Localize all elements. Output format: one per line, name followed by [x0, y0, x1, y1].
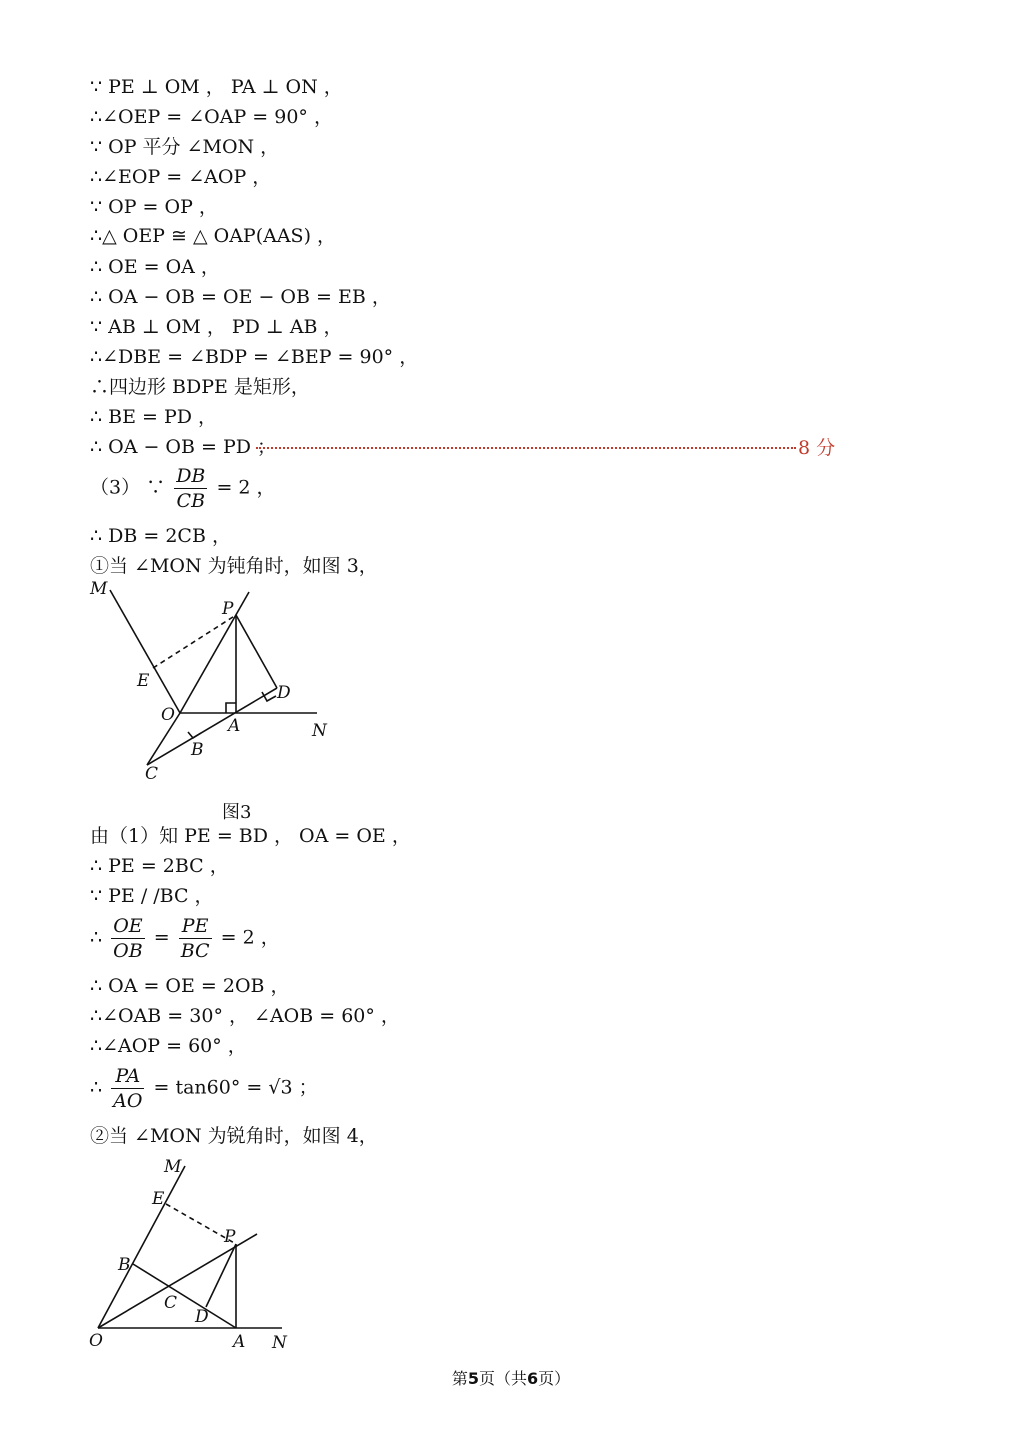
right-angle-b: [188, 732, 201, 738]
label-m: M: [164, 1157, 182, 1177]
ray-op: [180, 592, 249, 713]
label-p: P: [222, 599, 234, 619]
fraction-numerator: OE: [111, 914, 145, 939]
segment-pd: [206, 1244, 236, 1307]
after3-line-7: ∴∠AOP = 60° ，: [90, 1035, 247, 1057]
segment-pe-dashed: [153, 615, 236, 668]
segment-pd: [236, 615, 277, 688]
after3-line-6: ∴∠OAB = 30° ， ∠AOB = 60° ，: [90, 1005, 400, 1027]
part3-condition: [90, 464, 276, 513]
proof-line-7: ∴ OE = OA ，: [90, 256, 220, 278]
case1-heading: ①当 ∠MON 为钝角时，如图 3，: [90, 555, 378, 577]
proof-line-5: ∵ OP = OP ，: [90, 196, 218, 218]
proof-line-4: ∴∠EOP = ∠AOP ，: [90, 166, 272, 188]
proof-line-8: ∴ OA − OB = OE − OB = EB ，: [90, 286, 391, 308]
label-b: B: [191, 740, 204, 760]
proof-line-13: ∴ OA − OB = PD ；: [90, 436, 277, 458]
fraction-numerator: PE: [179, 914, 212, 939]
proof-line-10: ∴∠DBE = ∠BDP = ∠BEP = 90° ，: [90, 346, 419, 368]
proof-line-6: ∴△ OEP ≅ △ OAP(AAS) ，: [90, 225, 337, 247]
fraction-pa-ao: [111, 1064, 144, 1113]
after3-line-3: ∵ PE / /BC ，: [90, 885, 214, 907]
figure-3-caption: 图3: [222, 802, 252, 823]
ray-op: [98, 1234, 257, 1328]
case2-heading: ②当 ∠MON 为锐角时，如图 4，: [90, 1125, 378, 1147]
fraction-db-cb: [174, 464, 207, 513]
after3-line-2: ∴ PE = 2BC ，: [90, 855, 229, 877]
score-mark: 8 分: [798, 437, 836, 459]
proof-line-1: ∵ PE ⊥ OM ， PA ⊥ ON ，: [90, 76, 343, 98]
part3-prefix: （3） ∵: [90, 476, 166, 499]
fraction-denominator: AO: [113, 1090, 143, 1112]
part3-line-2: ∴ DB = 2CB ，: [90, 525, 231, 547]
equals-sign: =: [153, 926, 170, 949]
fraction-numerator: DB: [176, 465, 206, 487]
after3-line-4-suffix: = 2 ，: [220, 926, 280, 949]
segment-cd: [147, 688, 277, 765]
footer-total-pages: 6: [527, 1369, 539, 1388]
fraction-denominator: CB: [176, 490, 206, 512]
proof-line-12: ∴ BE = PD ，: [90, 406, 218, 428]
fraction-pe-bc: [179, 914, 212, 963]
label-o: O: [89, 1331, 103, 1351]
score-dotted-leader: [256, 447, 796, 449]
fraction-denominator: OB: [113, 940, 143, 962]
fraction-oe-ob: [111, 914, 145, 963]
label-n: N: [272, 1333, 287, 1352]
label-c: C: [164, 1293, 178, 1313]
footer-page-number: 5: [467, 1369, 479, 1388]
ray-om: [110, 590, 180, 713]
footer-mid: 页（共: [478, 1369, 527, 1388]
after3-line-4-prefix: ∴: [90, 926, 103, 949]
label-e: E: [137, 671, 150, 691]
label-e: E: [152, 1189, 165, 1209]
footer-pre: 第: [451, 1369, 468, 1388]
segment-ba: [133, 1264, 236, 1328]
fraction-denominator: BC: [180, 940, 210, 962]
label-o: O: [161, 705, 175, 725]
after3-line-1: 由（1）知 PE = BD ， OA = OE ，: [90, 825, 411, 847]
part3-suffix: = 2 ，: [216, 476, 276, 499]
label-m: M: [90, 579, 108, 599]
figure-4-diagram: [82, 1152, 312, 1352]
label-d: D: [277, 683, 291, 703]
label-c: C: [145, 764, 159, 784]
label-d: D: [195, 1307, 209, 1327]
page-footer: [0, 1366, 1022, 1389]
label-p: P: [224, 1227, 236, 1247]
after3-line-8: [90, 1064, 318, 1113]
after3-line-8-suffix: = tan60° = √3 ；: [153, 1076, 318, 1099]
label-a: A: [228, 716, 241, 736]
proof-line-9: ∵ AB ⊥ OM ， PD ⊥ AB ，: [90, 316, 343, 338]
label-b: B: [118, 1255, 131, 1275]
footer-post: 页）: [538, 1369, 571, 1388]
proof-line-2: ∴∠OEP = ∠OAP = 90° ，: [90, 106, 333, 128]
proof-line-3: ∵ OP 平分 ∠MON ，: [90, 136, 280, 158]
label-a: A: [233, 1332, 246, 1352]
figure-3-diagram: [85, 578, 345, 788]
right-angle-a: [226, 703, 236, 713]
fraction-numerator: PA: [111, 1064, 144, 1089]
after3-line-5: ∴ OA = OE = 2OB ，: [90, 975, 290, 997]
proof-line-11: ∴四边形 BDPE 是矩形，: [90, 376, 310, 398]
after3-line-8-prefix: ∴: [90, 1076, 103, 1099]
after3-line-4: [90, 914, 280, 963]
label-n: N: [312, 721, 327, 741]
